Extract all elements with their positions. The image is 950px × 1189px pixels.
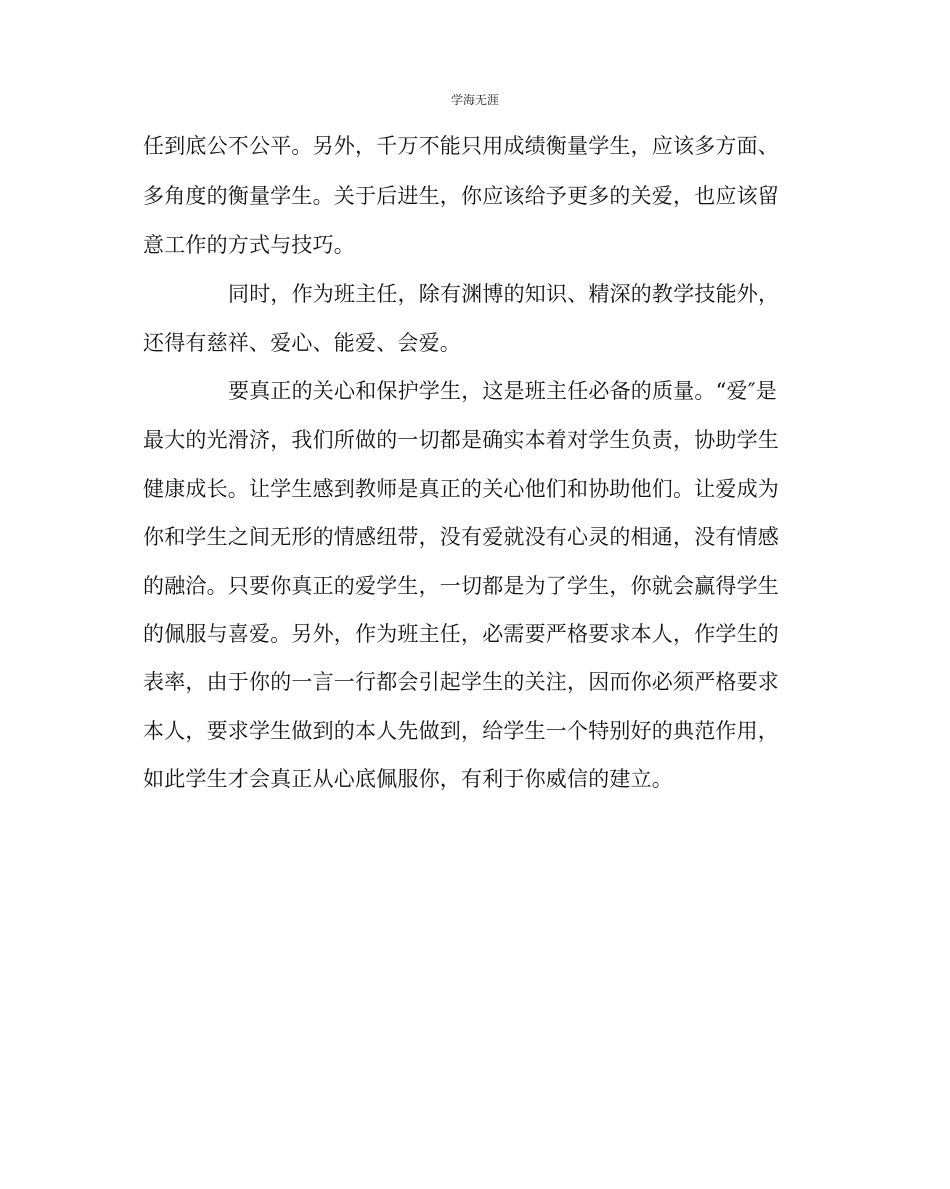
paragraph-line: 的融洽。只要你真正的爱学生，一切都是为了学生，你就会赢得学生 [143,574,779,598]
paragraph-line: 你和学生之间无形的情感纽带，没有爱就没有心灵的相通，没有情感 [143,525,779,549]
paragraph-line: 同时，作为班主任，除有渊博的知识、精深的教学技能外， [228,282,780,306]
paragraph-line: 健康成长。让学生感到教师是真正的关心他们和协助他们。让爱成为 [143,477,779,501]
page-header: 学海无涯 [450,93,499,107]
paragraph-line: 如此学生才会真正从心底佩服你，有利于你威信的建立。 [143,767,673,791]
paragraph-line: 意工作的方式与技巧。 [143,233,355,257]
paragraph-line: 表率，由于你的一言一行都会引起学生的关注，因而你必须严格要求 [143,670,779,694]
paragraph-line: 多角度的衡量学生。关于后进生，你应该给予更多的关爱，也应该留 [143,184,779,208]
paragraph-line: 还得有慈祥、爱心、能爱、会爱。 [143,331,461,355]
paragraph-line: 任到底公不公平。另外，千万不能只用成绩衡量学生，应该多方面、 [143,134,779,158]
paragraph-line: 本人，要求学生做到的本人先做到，给学生一个特别好的典范作用， [143,719,779,743]
paragraph-line: 的佩服与喜爱。另外，作为班主任，必需要严格要求本人，作学生的 [143,622,779,646]
paragraph-line: 要真正的关心和保护学生，这是班主任必备的质量。“爱″是 [228,379,777,403]
paragraph-line: 最大的光滑济，我们所做的一切都是确实本着对学生负责，协助学生 [143,428,779,452]
